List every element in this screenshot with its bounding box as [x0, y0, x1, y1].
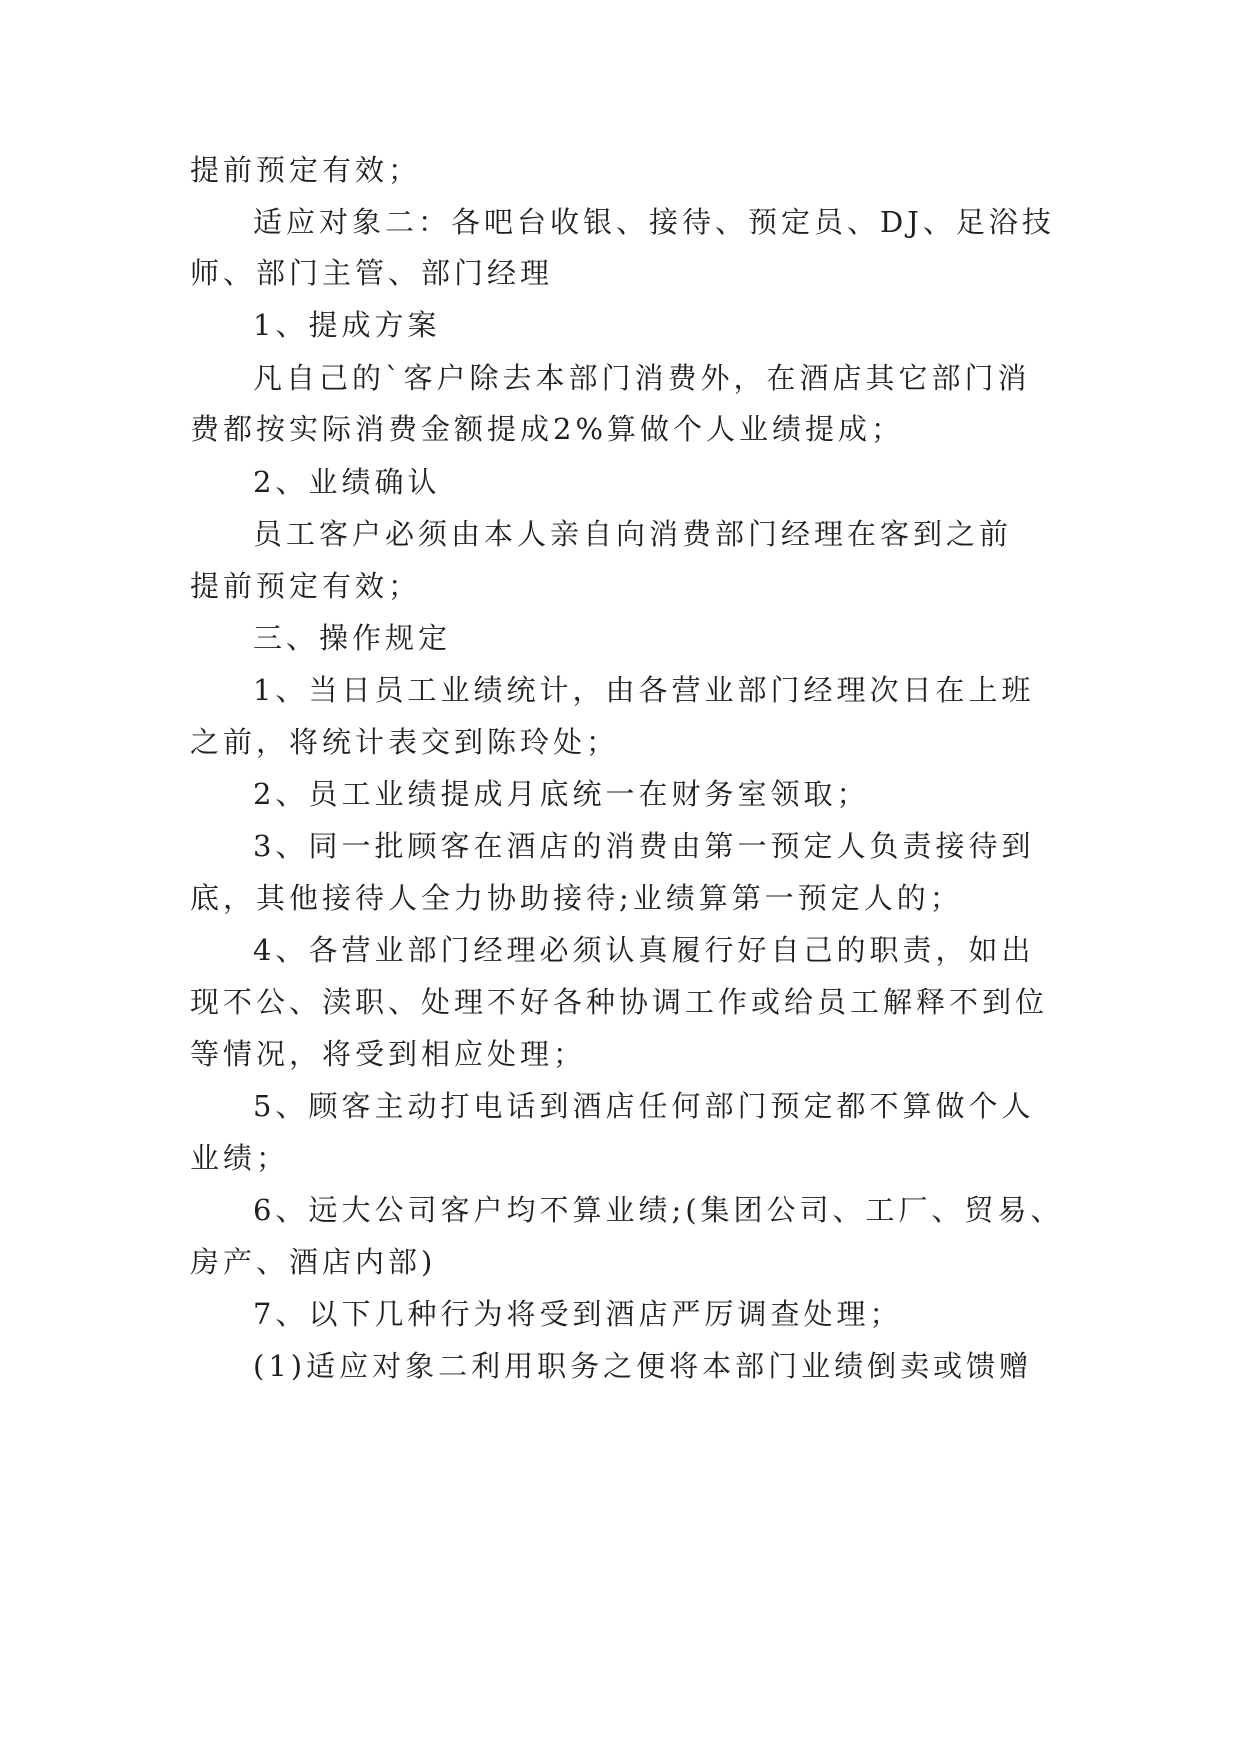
- section-heading: 三、操作规定: [253, 621, 452, 655]
- text-line: 凡自己的`客户除去本部门消费外，在酒店其它部门消: [253, 361, 1031, 395]
- text-line: 底，其他接待人全力协助接待;业绩算第一预定人的；: [190, 881, 963, 915]
- text-line: 之前，将统计表交到陈玲处；: [190, 725, 620, 759]
- text-line: 费都按实际消费金额提成2%算做个人业绩提成；: [190, 412, 905, 446]
- text-line: 师、部门主管、部门经理: [190, 256, 554, 290]
- text-line: 业绩；: [190, 1141, 290, 1175]
- text-line: 3、同一批顾客在酒店的消费由第一预定人负责接待到: [253, 829, 1035, 863]
- section-heading: 2、业绩确认: [253, 465, 441, 499]
- text-line: 5、顾客主动打电话到酒店任何部门预定都不算做个人: [253, 1089, 1035, 1123]
- text-line: 6、远大公司客户均不算业绩;(集团公司、工厂、贸易、: [253, 1193, 1064, 1227]
- text-line: 现不公、渎职、处理不好各种协调工作或给员工解释不到位: [190, 985, 1049, 1019]
- text-line: 等情况，将受到相应处理；: [190, 1037, 587, 1071]
- text-line: 员工客户必须由本人亲自向消费部门经理在客到之前: [253, 517, 1013, 551]
- text-line: 4、各营业部门经理必须认真履行好自己的职责，如出: [253, 933, 1035, 967]
- text-line: 7、以下几种行为将受到酒店严厉调查处理；: [253, 1297, 903, 1331]
- section-heading: 1、提成方案: [253, 308, 441, 342]
- text-line: 1、当日员工业绩统计，由各营业部门经理次日在上班: [253, 673, 1035, 707]
- text-line: 适应对象二：各吧台收银、接待、预定员、DJ、足浴技: [253, 205, 1055, 239]
- text-line: (1)适应对象二利用职务之便将本部门业绩倒卖或馈赠: [253, 1349, 1033, 1383]
- text-line: 2、员工业绩提成月底统一在财务室领取；: [253, 777, 870, 811]
- text-line: 提前预定有效；: [190, 569, 422, 603]
- text-line: 房产、酒店内部): [190, 1245, 437, 1279]
- text-line: 提前预定有效；: [190, 153, 422, 187]
